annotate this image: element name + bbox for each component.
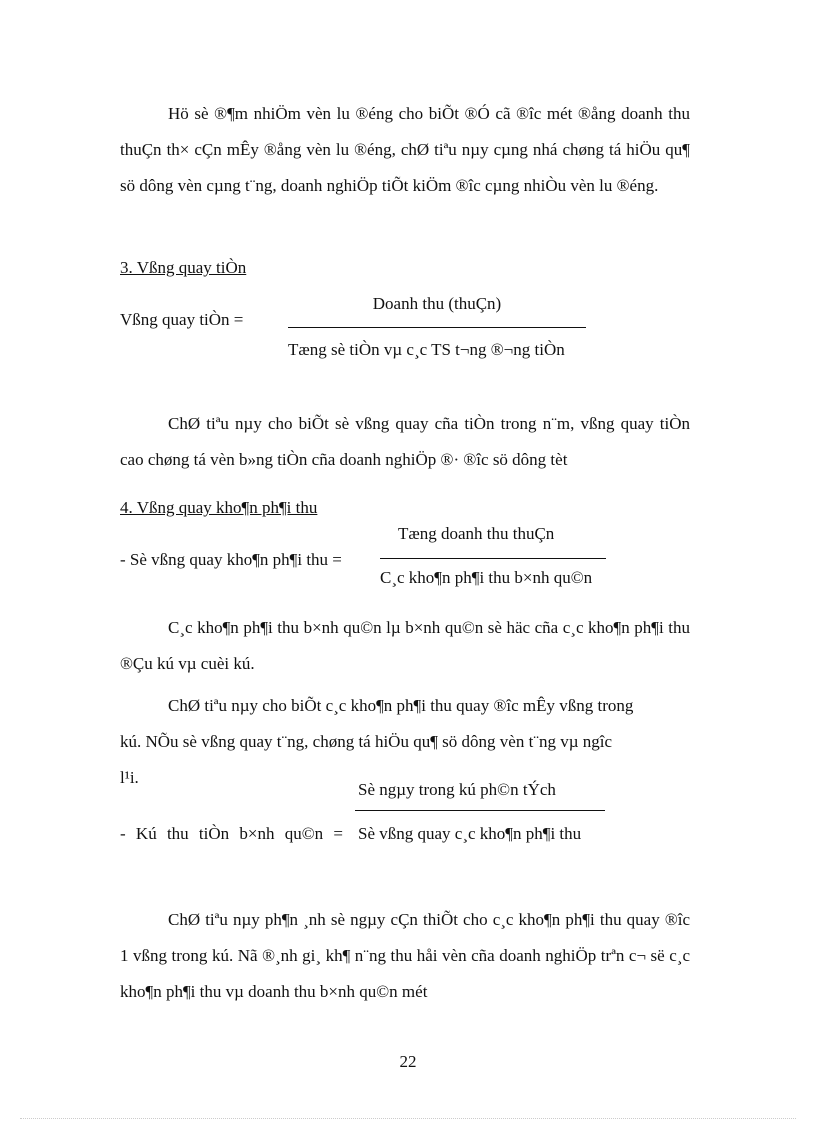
formula-receivables-denominator: C¸c kho¶n ph¶i thu b×nh qu©n	[380, 568, 593, 587]
paragraph-cash-turnover-explanation: ChØ tiªu nµy cho biÕt sè vßng quay cña tiÒn trong n¨m, vßng quay tiÒn cao chøng tá vèn b»ng tiÒn cña doanh nghiÖp ®· ®îc sö dông tèt	[120, 414, 690, 469]
paragraph-collection-period-explanation: ChØ tiªu nµy ph¶n ¸nh sè ngµy cÇn thiÕt cho c¸c kho¶n ph¶i thu quay ®îc 1 vßng trong kú. Nã ®¸nh gi¸ kh¶ n¨ng thu håi vèn cña doanh nghiÖp trªn c¬ së c¸c kho¶n ph¶i thu vµ doanh thu b×nh qu©n mét	[120, 910, 690, 1001]
formula-cash-turnover-denominator: Tæng sè tiÒn vµ c¸c TS t¬ng ®¬ng tiÒn	[288, 340, 565, 359]
formula-receivables-label: - Sè vßng quay kho¶n ph¶i thu =	[120, 550, 342, 569]
paragraph-average-receivables: C¸c kho¶n ph¶i thu b×nh qu©n lµ b×nh qu©n sè häc cña c¸c kho¶n ph¶i thu ®Çu kú vµ cuèi kú.	[120, 618, 690, 673]
page-bottom-divider	[20, 1118, 796, 1119]
fraction-bar	[355, 810, 605, 811]
formula-cash-turnover-label: Vßng quay tiÒn =	[120, 310, 244, 329]
formula-collection-period-denominator: Sè vßng quay c¸c kho¶n ph¶i thu	[358, 824, 582, 843]
fraction-bar	[288, 327, 586, 328]
formula-cash-turnover-numerator: Doanh thu (thuÇn)	[372, 294, 502, 313]
heading-receivables-turnover: 4. Vßng quay kho¶n ph¶i thu	[120, 498, 318, 517]
page-number: 22	[399, 1052, 417, 1071]
formula-collection-period-numerator: Sè ngµy trong kú ph©n tÝch	[358, 780, 556, 799]
paragraph-receivables-line-1: ChØ tiªu nµy cho biÕt c¸c kho¶n ph¶i thu quay ®îc mÊy vßng trong	[168, 696, 634, 715]
formula-collection-period-label: - Kú thu tiÒn b×nh qu©n =	[120, 824, 343, 843]
fraction-bar	[380, 558, 606, 559]
paragraph-receivables-line-2: kú. NÕu sè vßng quay t¨ng, chøng tá hiÖu qu¶ sö dông vèn t¨ng vµ ngîc	[120, 732, 613, 751]
paragraph-asset-turnover: Hö sè ®¶m nhiÖm vèn lu ®éng cho biÕt ®Ó cã ®îc mét ®ång doanh thu thuÇn th× cÇn mÊy ®ång vèn lu ®éng, chØ tiªu nµy cµng nhá chøng tá hiÖu qu¶ sö dông vèn cµng t¨ng, doanh nghiÖp tiÕt kiÖm ®îc cµng nhiÒu vèn lu ®éng.	[120, 104, 690, 195]
paragraph-receivables-line-3: l¹i.	[120, 768, 139, 787]
formula-receivables-numerator: Tæng doanh thu thuÇn	[398, 524, 555, 543]
heading-cash-turnover: 3. Vßng quay tiÒn	[120, 258, 247, 277]
